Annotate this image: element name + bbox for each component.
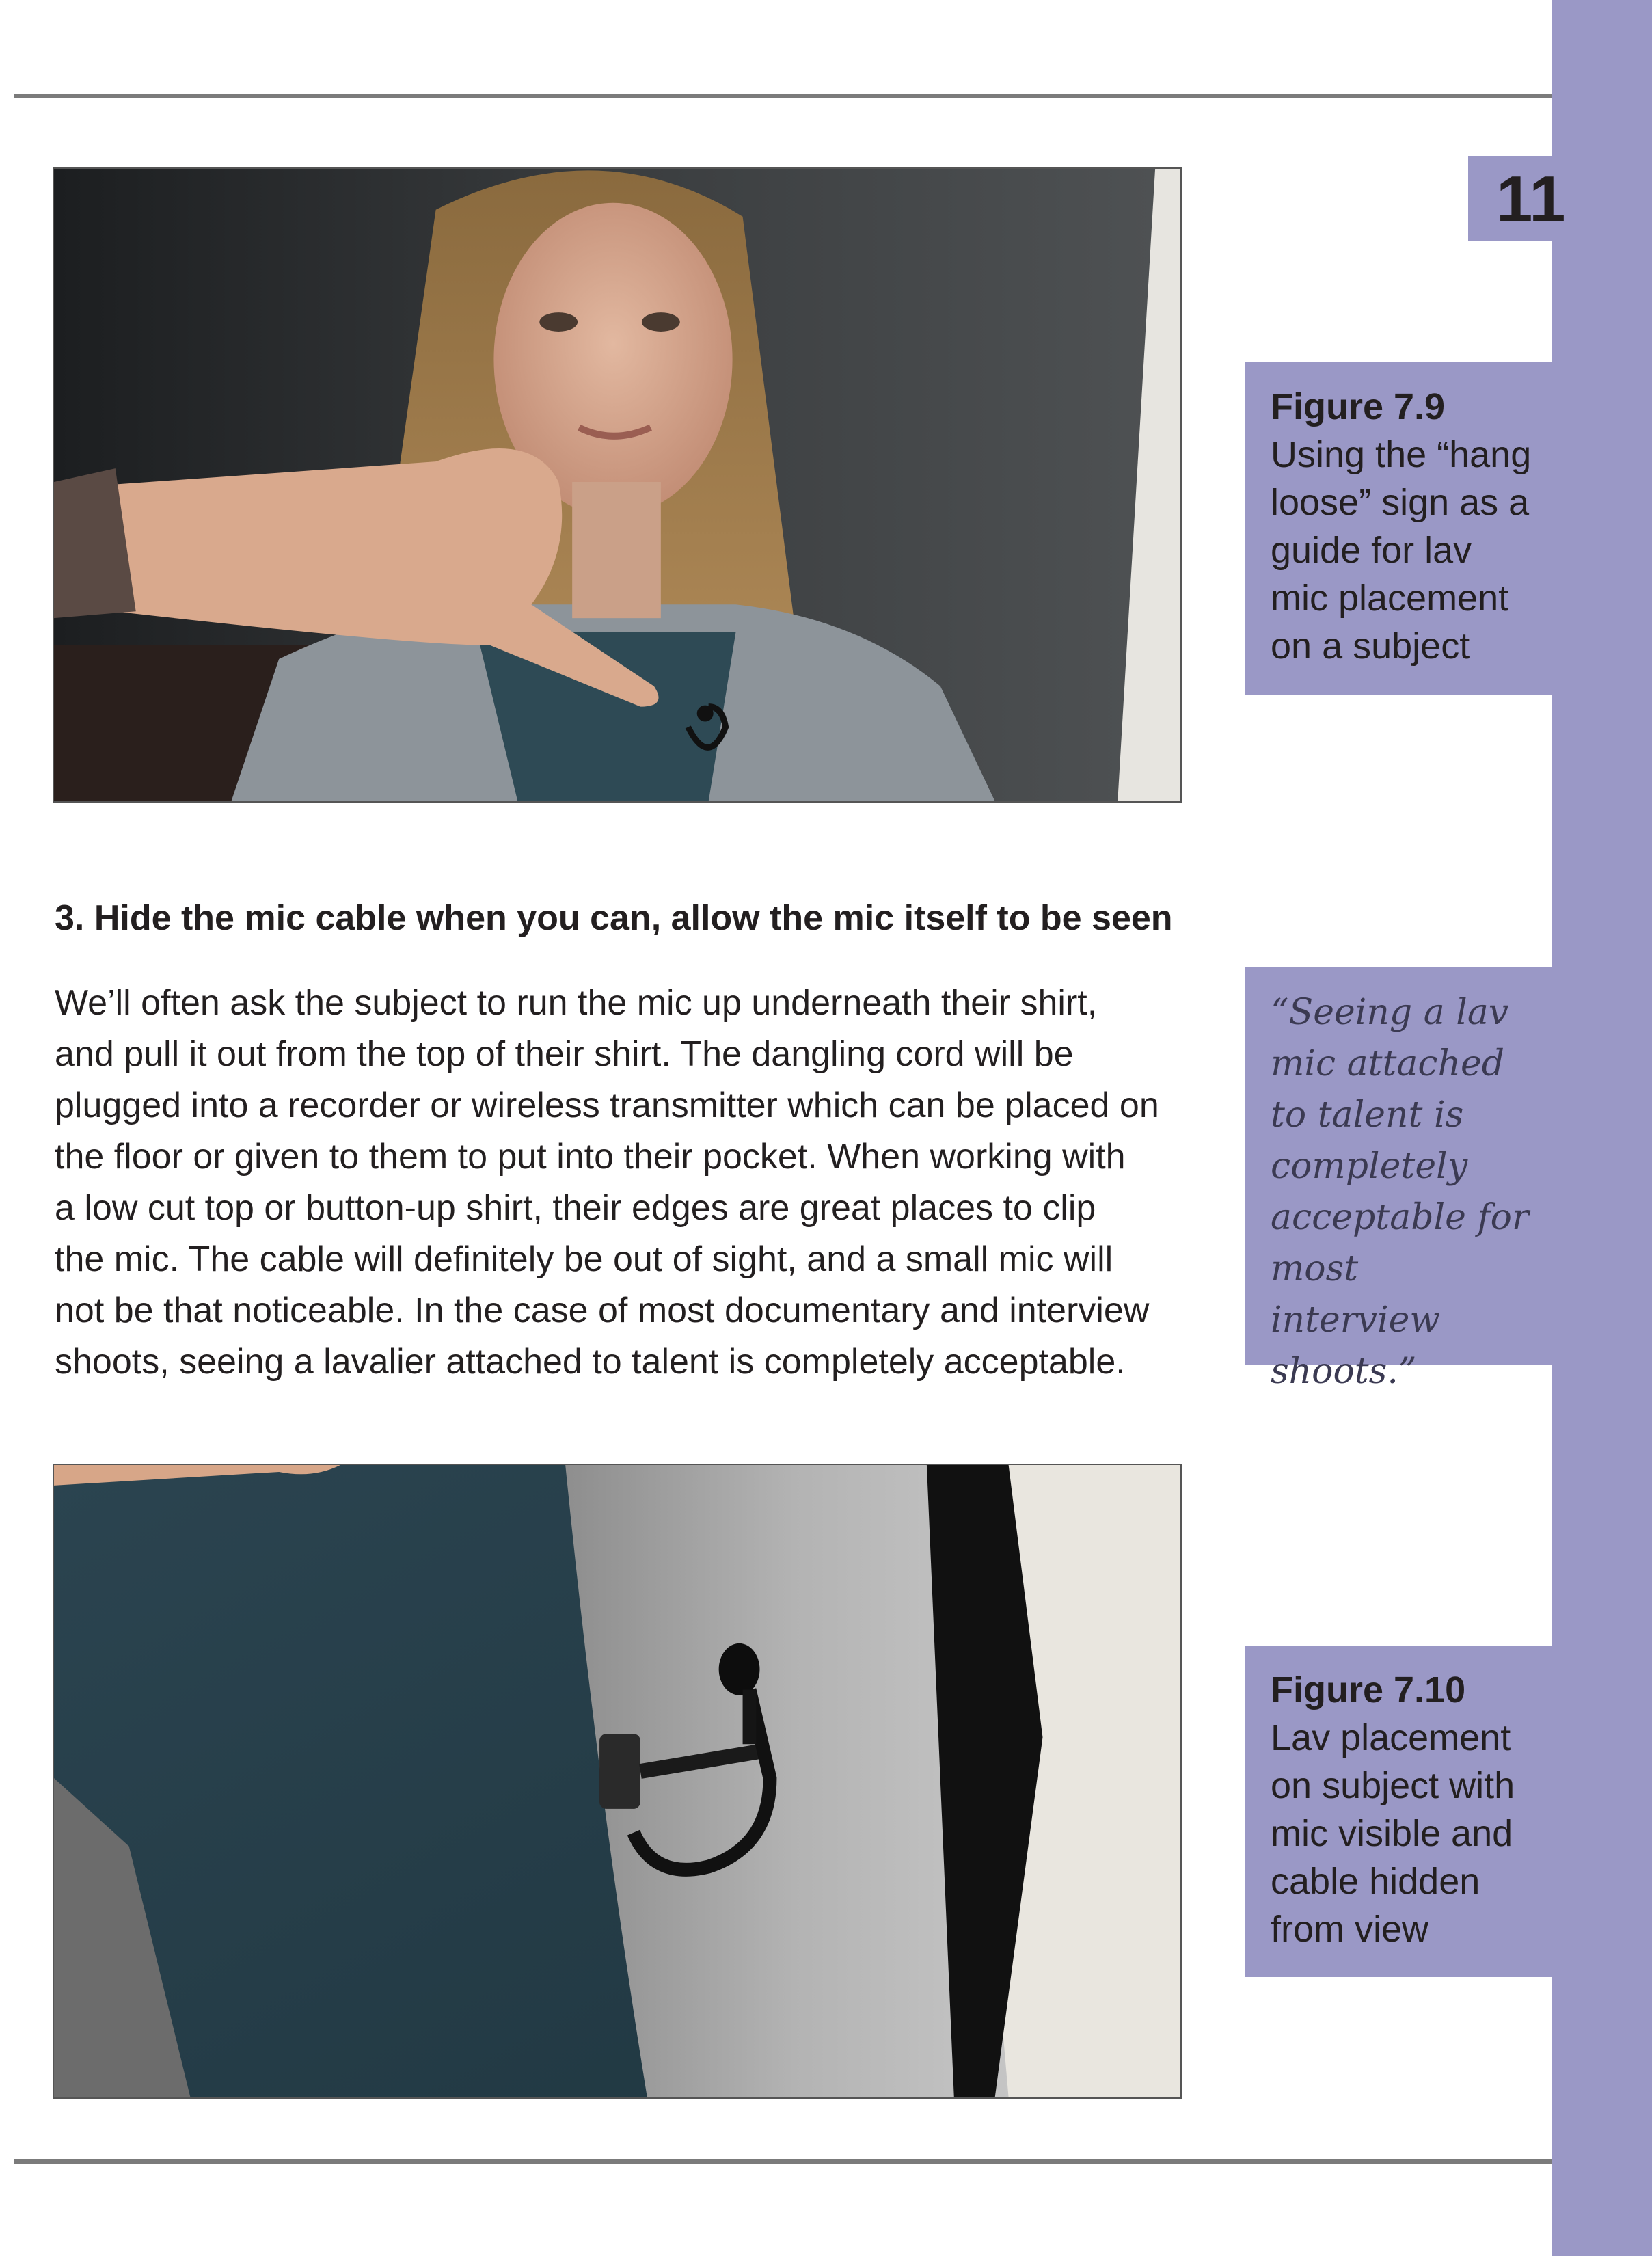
figure-caption-text: Using the “hang loose” sign as a guide for lav mic placement on a subject [1271, 434, 1532, 667]
bottom-rule [14, 2159, 1552, 2164]
pull-quote-text: “Seeing a lav mic attached to talent is completely acceptable for most interview shoots.” [1271, 992, 1529, 1392]
figure-7-10-photo [53, 1464, 1182, 2099]
pull-quote [1245, 967, 1552, 1392]
body-paragraph [55, 978, 1189, 1388]
body-line: We’ll often ask the subject to run the mic up underneath their shirt, [55, 983, 1098, 1023]
figure-label: Figure 7.10 [1271, 1669, 1466, 1710]
body-line: the floor or given to them to put into their pocket. When working with [55, 1137, 1126, 1177]
figure-7-9-photo [53, 167, 1182, 803]
body-line: the mic. The cable will definitely be out of sight, and a small mic will [55, 1239, 1113, 1279]
body-line: and pull it out from the top of their shirt. The dangling cord will be [55, 1034, 1074, 1074]
figure-caption-text: Lav placement on subject with mic visible and cable hidden from view [1271, 1717, 1515, 1950]
chapter-sidebar [1552, 0, 1652, 2256]
top-rule [14, 94, 1552, 98]
figure-label: Figure 7.9 [1271, 386, 1446, 427]
body-line: a low cut top or button-up shirt, their edges are great places to clip [55, 1188, 1096, 1228]
section-heading: 3. Hide the mic cable when you can, allow the mic itself to be seen [55, 898, 1173, 938]
body-line: shoots, seeing a lavalier attached to talent is completely acceptable. [55, 1342, 1126, 1382]
chapter-number: 11 [1496, 163, 1566, 236]
body-line: not be that noticeable. In the case of most documentary and interview [55, 1291, 1150, 1330]
body-line: plugged into a recorder or wireless transmitter which can be placed on [55, 1086, 1159, 1125]
figure-7-9-caption [1245, 362, 1552, 695]
figure-7-10-caption [1245, 1646, 1552, 1977]
